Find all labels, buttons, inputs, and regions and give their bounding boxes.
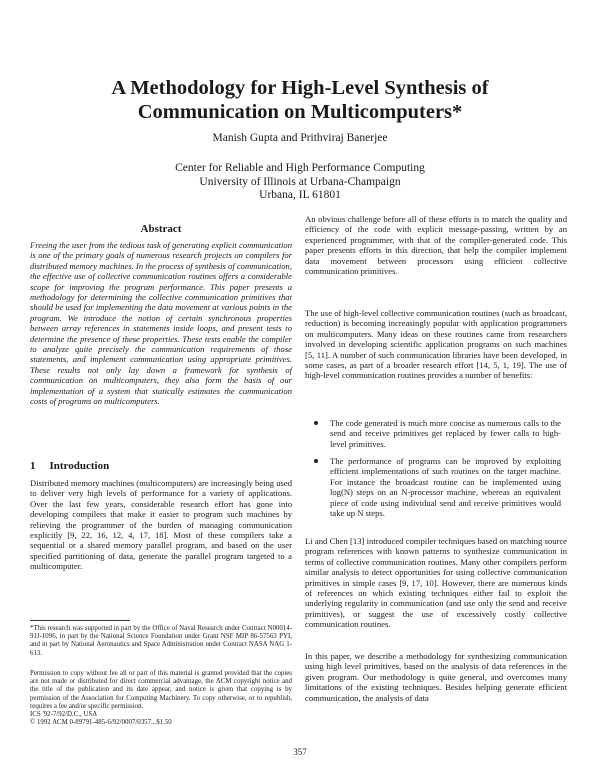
section-heading: [30, 460, 123, 472]
right-paragraph-4: In this paper, we describe a methodology for synthesizing communication using high level primitives, based on the analysis of data references in the given program. Our methodology is quite general, and overcomes many limitations of the existing techniques. Besides helping generate efficient communication, the analysis of data: [305, 651, 567, 703]
paper-title: [0, 76, 600, 124]
affiliation-line-1: Center for Reliable and High Performance Computing: [175, 162, 425, 174]
section-title: Introduction: [49, 460, 110, 472]
affiliation-line-3: Urbana, IL 61801: [259, 189, 341, 201]
permission-notice: [30, 670, 292, 727]
conference-line: ICS '92-7/92/D.C., USA: [30, 711, 98, 719]
right-paragraph-3: Li and Chen [13] introduced compiler techniques based on matching source program references with known patterns to synthesize communication in terms of collective communication routines. Many other compilers perform similar analysis to detect opportunities for using collective communication primitives in simple cases [9, 17, 10]. However, there are numerous kinds of references on which existing techniques either fail to exploit the underlying regularity in communication (and use only the send and receive primitives), or suggest the use of excessively costly collective communication routines.: [305, 536, 567, 630]
page-number: 357: [293, 747, 307, 757]
bullet-icon: [314, 459, 318, 463]
affiliation: [0, 162, 600, 203]
bullet-text-1: The code generated is much more concise as numerous calls to the send and receive primitives get replaced by fewer calls to high-level primitives.: [330, 418, 561, 449]
footnote-rule: [30, 620, 130, 621]
benefits-list-item-2: [305, 456, 567, 518]
authors: Manish Gupta and Prithviraj Banerjee: [212, 132, 388, 144]
affiliation-line-2: University of Illinois at Urbana-Champaign: [199, 175, 401, 188]
copyright-line: © 1992 ACM 0-89791-485-6/92/0007/0357...$1.50: [30, 719, 172, 727]
permission-text: Permission to copy without fee all or part of this material is granted provided that the copies are not made or distributed for direct commercial advantage, the ACM copyright notice and the title of the publication and its date appear, and notice is given that copying is by permission of the Association for Computing Machinery. To copy otherwise, or to republish, requires a fee and/or specific permission.: [30, 670, 292, 710]
bullet-icon: [314, 421, 318, 425]
abstract-heading: Abstract: [140, 223, 182, 235]
funding-footnote: *This research was supported in part by the Office of Naval Research under Contract N00014-91J-1096, in part by the National Science Foundation under Grant NSF MIP 86-57563 PYI, and in part by National Aeronautics and Space Administration under Contract NASA NAG 1-613.: [30, 625, 292, 657]
abstract-text: Freeing the user from the tedious task of generating explicit communication is one of the primary goals of numerous research projects on compilers for distributed memory machines. In the process of synthesis of communication, the effective use of collective communication routines offers a considerable scope for improving the program performance. This paper presents a methodology for determining the collective communication primitives that should be used for implementing the data movement at various points in the program. We introduce the notion of certain synchronous properties between array references in statements inside loops, and present tests to determine the presence of these properties. These tests enable the compiler to analyze quite precisely the communication requirements of those statements, and implement communication using appropriate primitives. These results not only lay down a framework for synthesis of communication on multicomputers, they also form the basis of our implementation of a system that statically estimates the communication costs of programs on multicomputers.: [30, 240, 292, 407]
title-line-1: A Methodology for High-Level Synthesis of: [111, 77, 489, 99]
introduction-text: Distributed memory machines (multicomputers) are increasingly being used to deliver very high levels of performance for a variety of applications. Over the last few years, considerable research effort has gone into developing compilers that make it easier to program such machines by relieving the programmer of the burden of managing communication explicitly [9, 22, 16, 12, 4, 17, 18]. Most of these compilers take a sequential or a shared memory parallel program, and based on the user specified partitioning of data, generate the parallel program targeted to a multicomputer.: [30, 478, 292, 572]
title-line-2: Communication on Multicomputers*: [137, 101, 463, 123]
right-paragraph-1: An obvious challenge before all of these efforts is to match the quality and efficiency of the code with explicit message-passing, written by an experienced programmer, with that of the compiler-generated code. This paper presents efforts in this direction, that help the compiler implement data movement between processors using efficient collective communication primitives.: [305, 214, 567, 277]
right-paragraph-2: The use of high-level collective communication routines (such as broadcast, reduction) is becoming increasingly popular with application programmers on multicomputers. Many ideas on these routines came from researchers involved in developing scientific application programs on such machines [5, 11]. A number of such communication libraries have been developed, in some cases, as part of a broader research effort [14, 5, 1, 19]. The use of high-level communication routines provides a number of benefits:: [305, 308, 567, 381]
section-number: 1: [30, 460, 36, 472]
benefits-list-item-1: [305, 418, 567, 449]
bullet-text-2: The performance of programs can be improved by exploiting efficient implementations of such routines on the target machine. For instance the broadcast routine can be implemented using log(N) steps on an N-processor machine, whereas an equivalent piece of code using individual send and receive primitives would take up N steps.: [330, 456, 561, 519]
